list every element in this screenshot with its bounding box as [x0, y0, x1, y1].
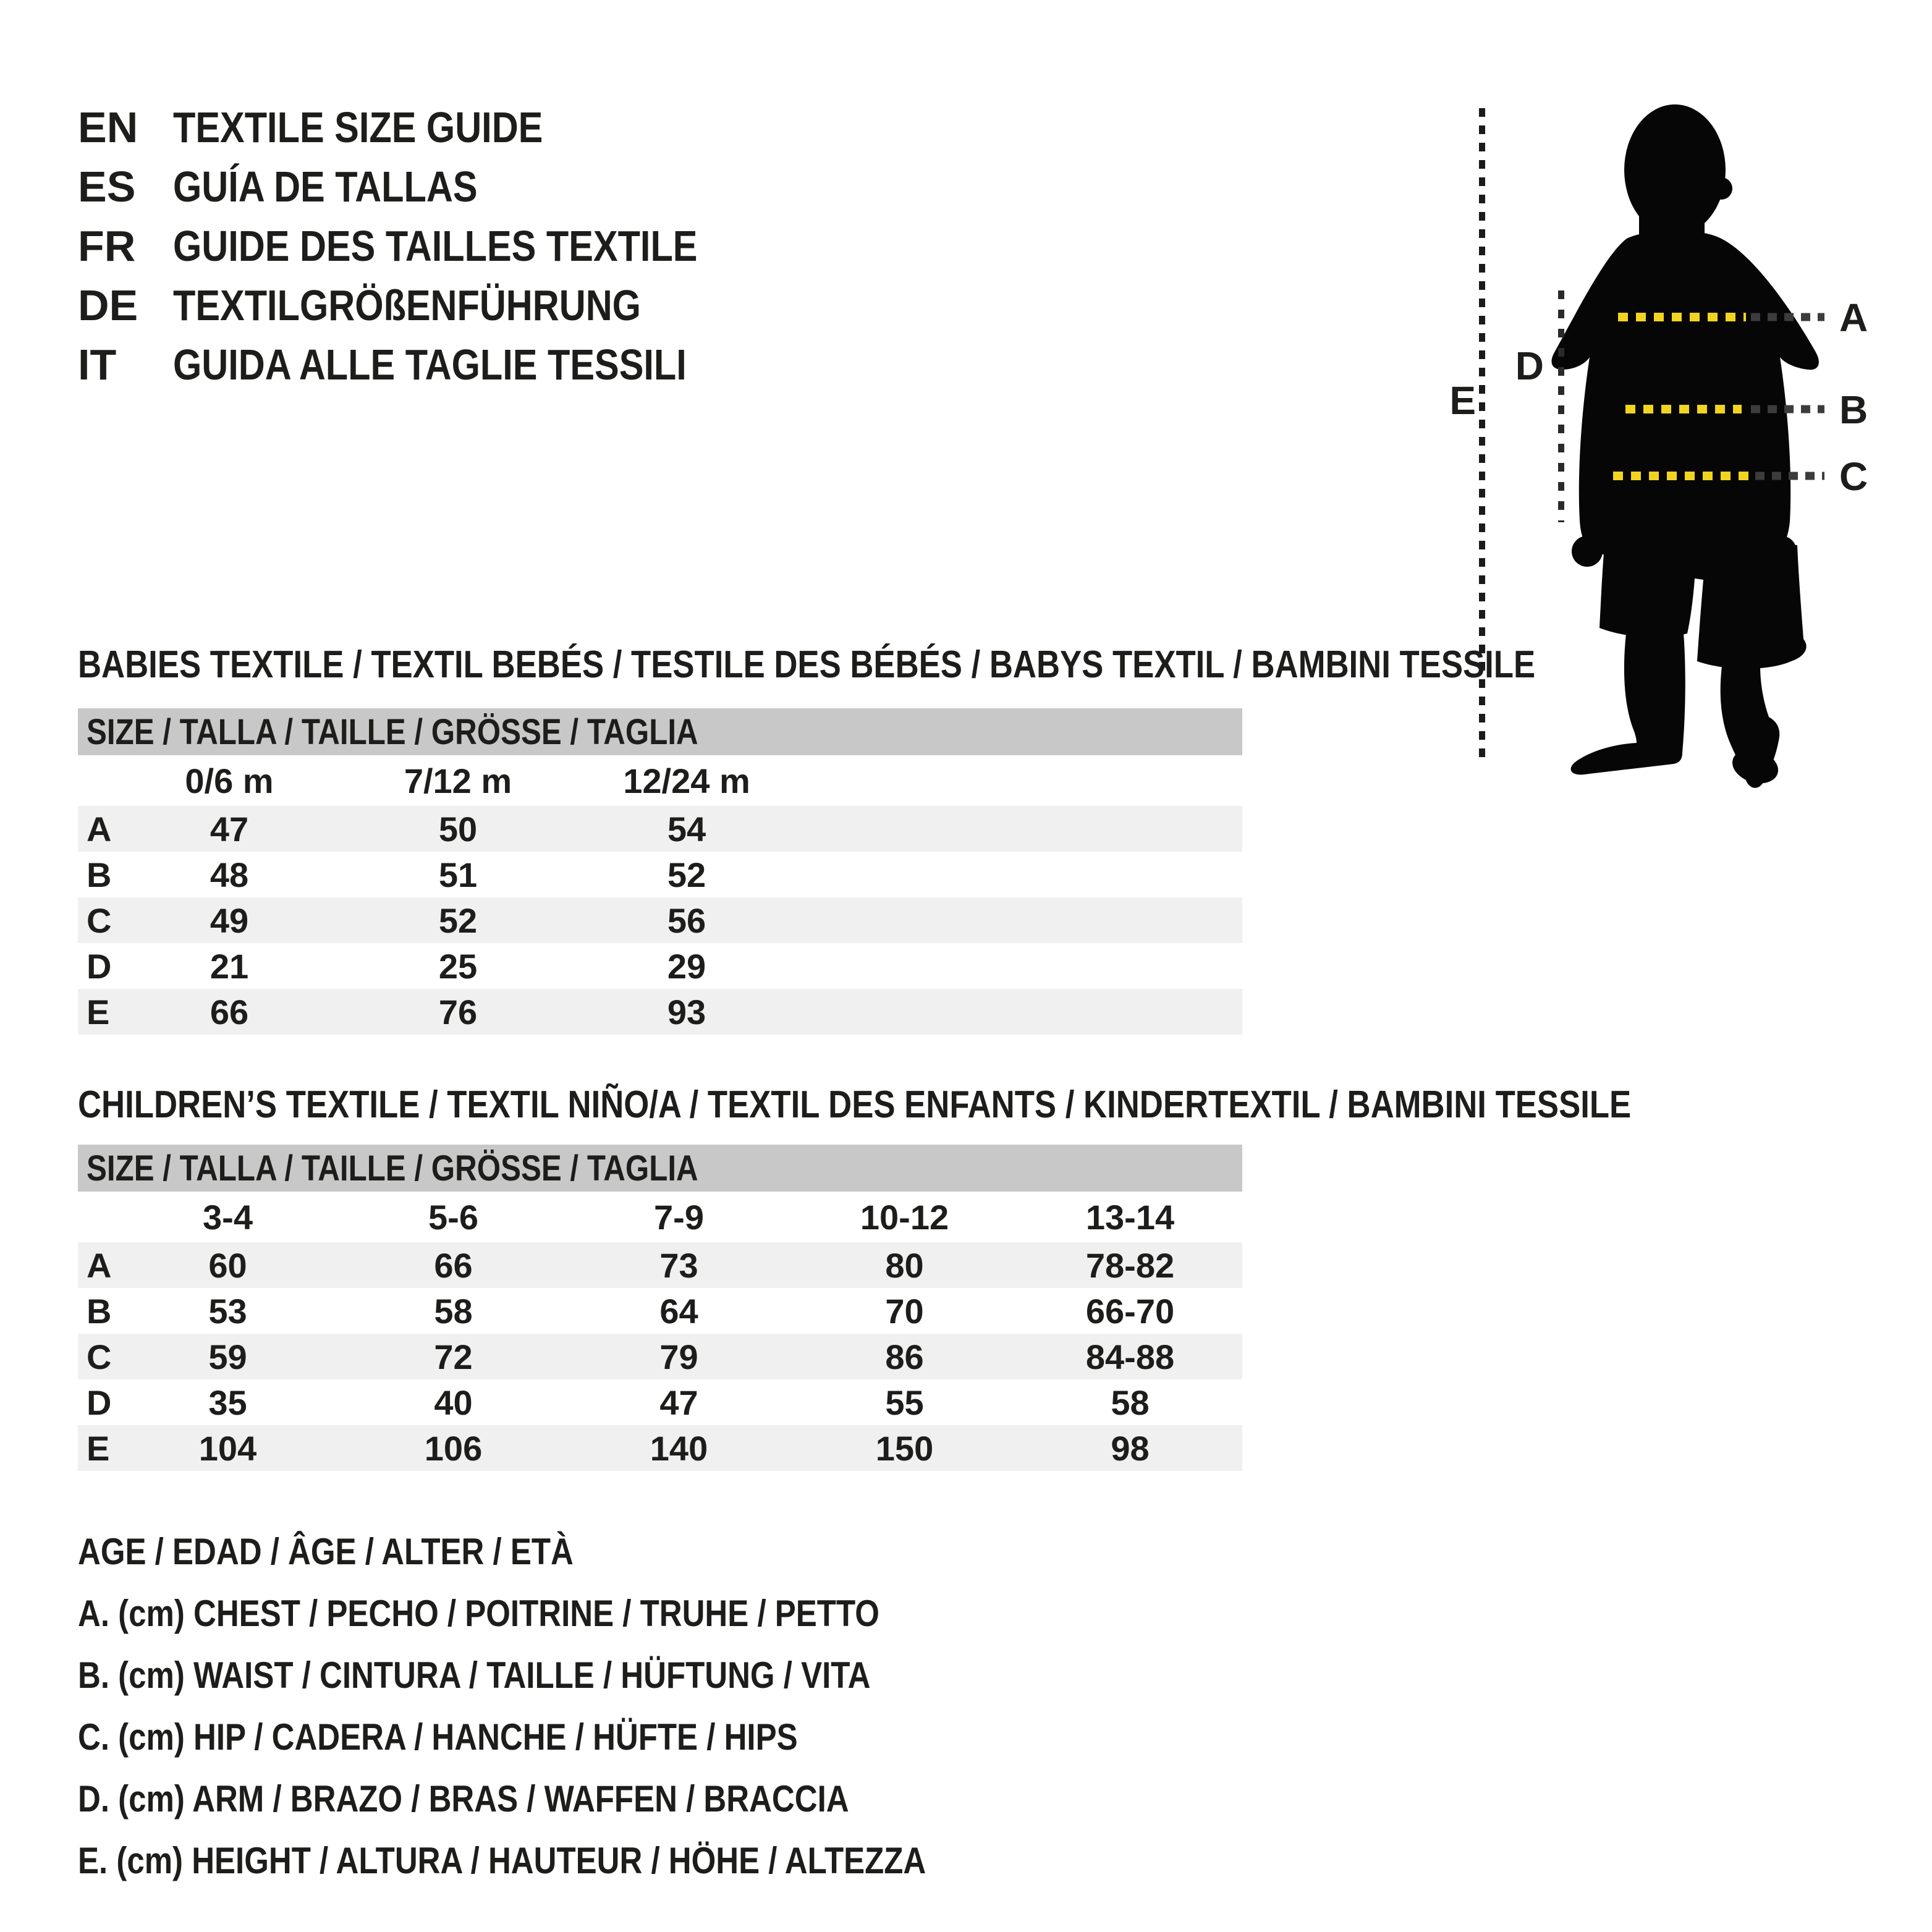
legend-line-chest: A. (cm) CHEST / PECHO / POITRINE / TRUHE / PETTO — [78, 1592, 879, 1634]
cell: 52 — [438, 900, 478, 940]
cell: 53 — [208, 1291, 247, 1331]
language-label: GUÍA DE TALLAS — [173, 163, 478, 211]
column-header: 7-9 — [654, 1197, 704, 1237]
table-row-d — [78, 1379, 1242, 1425]
cell: 47 — [659, 1383, 698, 1422]
cell: 78-82 — [1085, 1245, 1175, 1285]
babies-column-header-row — [78, 755, 1242, 806]
language-code: ES — [78, 163, 136, 211]
cell: 106 — [424, 1428, 483, 1468]
language-label: TEXTILGRÖßENFÜHRUNG — [173, 281, 641, 329]
babies-size-header-band: SIZE / TALLA / TAILLE / GRÖSSE / TAGLIA — [78, 708, 1242, 755]
column-header: 13-14 — [1085, 1197, 1175, 1237]
language-row-es — [78, 157, 790, 216]
legend-line-arm: D. (cm) ARM / BRAZO / BRAS / WAFFEN / BRACCIA — [78, 1777, 849, 1820]
cell: 21 — [210, 946, 249, 986]
cell: 49 — [210, 900, 249, 940]
babies-section-title: BABIES TEXTILE / TEXTIL BEBÉS / TESTILE DES BÉBÉS / BABYS TEXTIL / BAMBINI TESSILE — [78, 643, 1536, 686]
cell: 66 — [434, 1245, 473, 1285]
language-list — [78, 98, 790, 394]
row-label: C — [87, 1337, 112, 1376]
children-column-header-row — [78, 1192, 1242, 1242]
legend-line-waist: B. (cm) WAIST / CINTURA / TAILLE / HÜFTUNG / VITA — [78, 1654, 871, 1696]
table-row-a — [78, 1242, 1242, 1288]
table-row-b — [78, 1288, 1242, 1334]
cell: 73 — [659, 1245, 698, 1285]
cell: 150 — [875, 1428, 934, 1468]
language-row-de — [78, 276, 790, 335]
language-row-fr — [78, 216, 790, 276]
cell: 35 — [208, 1383, 247, 1422]
cell: 40 — [434, 1383, 473, 1422]
row-label: E — [87, 992, 110, 1032]
children-size-header-band: SIZE / TALLA / TAILLE / GRÖSSE / TAGLIA — [78, 1145, 1242, 1192]
column-header: 12/24 m — [623, 761, 750, 800]
cell: 52 — [667, 855, 706, 894]
cell: 29 — [667, 946, 706, 986]
cell: 79 — [659, 1337, 698, 1376]
cell: 55 — [885, 1383, 924, 1422]
column-header: 10-12 — [860, 1197, 949, 1237]
table-row-d — [78, 943, 1242, 989]
legend-line-hip: C. (cm) HIP / CADERA / HANCHE / HÜFTE / HIPS — [78, 1716, 798, 1758]
table-row-b — [78, 852, 1242, 897]
measurement-legend — [78, 1520, 1075, 1891]
row-label: A — [87, 809, 112, 849]
cell: 70 — [885, 1291, 924, 1331]
table-row-c — [78, 1334, 1242, 1379]
column-header: 5-6 — [428, 1197, 478, 1237]
row-label: B — [87, 1291, 112, 1331]
cell: 59 — [208, 1337, 247, 1376]
cell: 54 — [667, 809, 706, 849]
children-section-title: CHILDREN’S TEXTILE / TEXTIL NIÑO/A / TEXTIL DES ENFANTS / KINDERTEXTIL / BAMBINI TESSILE — [78, 1083, 1632, 1126]
measure-label-c: C — [1839, 454, 1868, 499]
row-label: B — [87, 855, 112, 894]
language-row-en — [78, 98, 790, 157]
table-row-e — [78, 1425, 1242, 1471]
cell: 66-70 — [1085, 1291, 1175, 1331]
legend-line-height: E. (cm) HEIGHT / ALTURA / HAUTEUR / HÖHE / ALTEZZA — [78, 1839, 926, 1881]
cell: 140 — [650, 1428, 708, 1468]
language-label: GUIDE DES TAILLES TEXTILE — [173, 222, 698, 270]
cell: 51 — [438, 855, 478, 894]
cell: 93 — [667, 992, 706, 1032]
cell: 64 — [659, 1291, 698, 1331]
children-table — [78, 1145, 1242, 1471]
row-label: D — [87, 946, 112, 986]
language-row-it — [78, 335, 790, 394]
cell: 66 — [210, 992, 249, 1032]
row-label: E — [87, 1428, 110, 1468]
cell: 58 — [1111, 1383, 1150, 1422]
measure-label-b: B — [1839, 388, 1868, 432]
table-row-e — [78, 989, 1242, 1035]
cell: 48 — [210, 855, 249, 894]
row-label: C — [87, 900, 112, 940]
cell: 104 — [198, 1428, 257, 1468]
cell: 56 — [667, 900, 706, 940]
measure-label-a: A — [1839, 295, 1868, 340]
table-row-a — [78, 806, 1242, 852]
row-label: D — [87, 1383, 112, 1422]
cell: 72 — [434, 1337, 473, 1376]
language-code: FR — [78, 222, 136, 270]
cell: 47 — [210, 809, 249, 849]
measurement-figure — [1409, 87, 1932, 803]
cell: 60 — [208, 1245, 247, 1285]
language-code: EN — [78, 103, 138, 151]
babies-table — [78, 708, 1242, 1035]
row-label: A — [87, 1245, 112, 1285]
language-label: GUIDA ALLE TAGLIE TESSILI — [173, 341, 687, 389]
cell: 84-88 — [1085, 1337, 1175, 1376]
language-code: DE — [78, 281, 138, 329]
cell: 76 — [438, 992, 478, 1032]
column-header: 0/6 m — [185, 761, 274, 800]
table-row-c — [78, 897, 1242, 943]
column-header: 7/12 m — [404, 761, 512, 800]
legend-line-age: AGE / EDAD / ÂGE / ALTER / ETÀ — [78, 1530, 574, 1572]
column-header: 3-4 — [203, 1197, 253, 1237]
cell: 25 — [438, 946, 478, 986]
cell: 86 — [885, 1337, 924, 1376]
cell: 98 — [1111, 1428, 1150, 1468]
language-label: TEXTILE SIZE GUIDE — [173, 103, 543, 151]
measure-label-e: E — [1449, 378, 1476, 423]
cell: 50 — [438, 809, 478, 849]
measure-label-d: D — [1515, 344, 1544, 388]
cell: 58 — [434, 1291, 473, 1331]
cell: 80 — [885, 1245, 924, 1285]
language-code: IT — [78, 341, 117, 389]
